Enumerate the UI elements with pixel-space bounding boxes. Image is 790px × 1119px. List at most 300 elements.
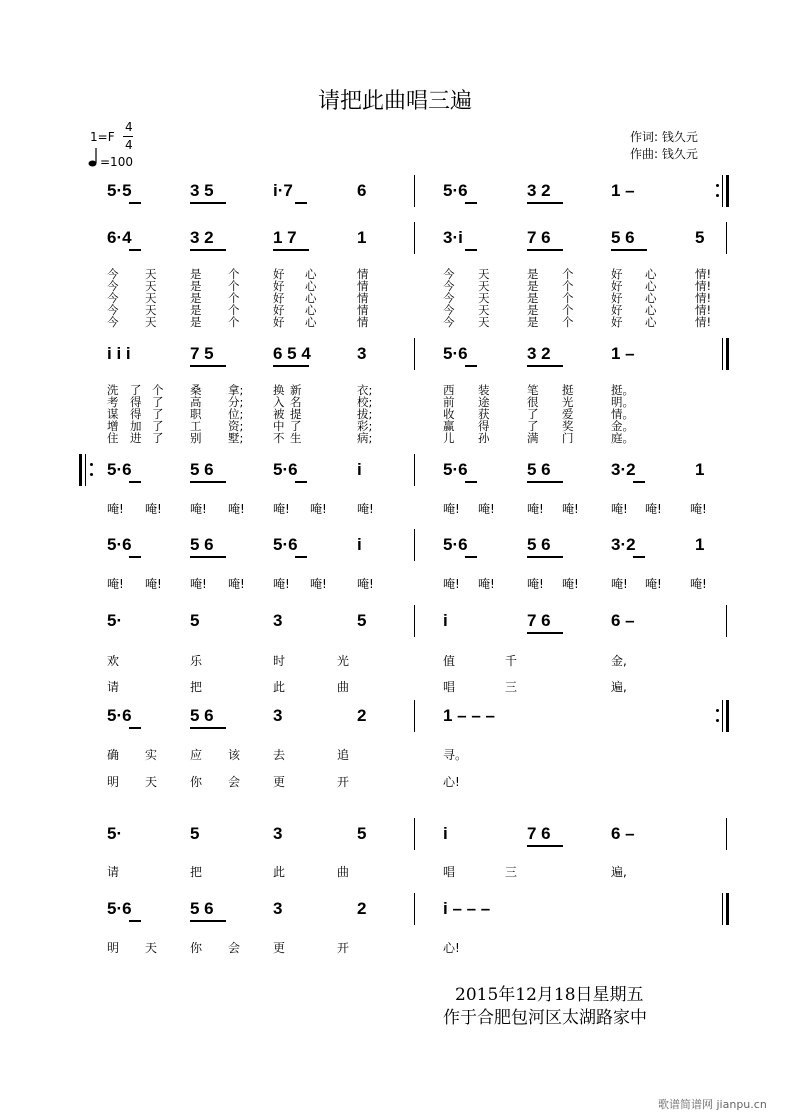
note-group: 3 2	[527, 181, 551, 200]
lyric-syllable: 明	[107, 941, 120, 955]
lyric-syllable: 桑	[190, 383, 202, 397]
lyric-syllable: 了	[130, 383, 142, 397]
note-group: 3	[273, 611, 283, 630]
lyric-syllable: 今	[107, 267, 119, 281]
barline	[414, 175, 415, 207]
note-group: 7 6	[527, 824, 551, 843]
barline	[722, 338, 723, 370]
lyric-syllable: 个	[562, 315, 574, 329]
lyric-syllable: 更	[273, 775, 286, 789]
lyric-syllable: 天	[145, 267, 157, 281]
key-signature: 1=F	[90, 130, 115, 144]
barline	[414, 338, 415, 370]
barline	[722, 175, 723, 207]
note-group: 5 6	[190, 899, 214, 918]
lyric-syllable: 奖	[562, 419, 574, 433]
barline	[414, 700, 415, 732]
beam-underline	[190, 481, 226, 483]
lyric-syllable: 寻。	[443, 748, 468, 762]
lyric-syllable: 情	[357, 267, 369, 281]
lyric-syllable: 唱	[443, 865, 456, 879]
lyric-syllable: 天	[145, 279, 157, 293]
lyric-syllable: 今	[107, 303, 119, 317]
lyric-syllable: 心	[305, 267, 317, 281]
lyric-syllable: 好	[273, 315, 285, 329]
lyric-heng: 唵!	[645, 502, 662, 516]
lyric-syllable: 实	[145, 748, 158, 762]
repeat-dot	[716, 194, 719, 197]
lyric-syllable: 情	[357, 303, 369, 317]
note-group: 6·4	[107, 228, 132, 247]
lyric-syllable: 个	[562, 303, 574, 317]
lyric-syllable: 个	[228, 303, 240, 317]
lyric-heng: 唵!	[645, 577, 662, 591]
lyric-syllable: 好	[273, 279, 285, 293]
lyric-syllable: 该	[228, 748, 241, 762]
lyric-syllable: 请	[107, 680, 120, 694]
note-group: 5·6	[107, 460, 132, 479]
lyric-syllable: 是	[190, 315, 202, 329]
lyric-heng: 唵!	[527, 502, 544, 516]
lyric-syllable: 应	[190, 748, 203, 762]
note-group: 1	[695, 460, 705, 479]
note-group: 6 –	[611, 611, 635, 630]
note-group: i – – –	[443, 899, 491, 918]
lyric-syllable: 增	[107, 419, 119, 433]
lyric-syllable: 了	[527, 419, 539, 433]
lyric-syllable: 情!	[695, 291, 712, 305]
lyric-syllable: 了	[152, 419, 164, 433]
note-group: 1 – – –	[443, 706, 495, 725]
lyric-heng: 唵!	[310, 502, 327, 516]
lyric-heng: 唵!	[562, 502, 579, 516]
lyric-syllable: 更	[273, 941, 286, 955]
lyric-syllable: 今	[443, 315, 455, 329]
lyric-syllable: 校;	[357, 395, 373, 409]
lyric-syllable: 儿	[443, 431, 455, 445]
lyric-syllable: 新	[290, 383, 302, 397]
beam-underline	[129, 920, 141, 922]
barline	[414, 893, 415, 925]
lyric-syllable: 天	[478, 291, 490, 305]
barline	[726, 605, 727, 637]
lyric-syllable: 唱	[443, 680, 456, 694]
lyric-syllable: 装	[478, 383, 490, 397]
lyric-syllable: 请	[107, 865, 120, 879]
lyric-syllable: 值	[443, 654, 456, 668]
lyric-syllable: 明。	[611, 395, 634, 409]
lyric-syllable: 是	[527, 303, 539, 317]
time-signature-top: 4	[125, 120, 133, 134]
lyric-heng: 唵!	[443, 502, 460, 516]
note-group: 5·5	[107, 181, 132, 200]
note-group: 3	[357, 344, 367, 363]
note-group: 5·6	[443, 181, 468, 200]
lyric-syllable: 情!	[695, 315, 712, 329]
composer-credit: 作曲: 钱久元	[630, 147, 698, 161]
lyric-heng: 唵!	[562, 577, 579, 591]
beam-underline	[295, 556, 307, 558]
lyric-syllable: 心	[305, 315, 317, 329]
lyric-heng: 唵!	[527, 577, 544, 591]
lyric-syllable: 个	[228, 315, 240, 329]
lyric-heng: 唵!	[478, 577, 495, 591]
thick-barline	[726, 338, 729, 370]
beam-underline	[527, 556, 563, 558]
lyric-syllable: 是	[527, 315, 539, 329]
lyric-syllable: 笔	[527, 383, 539, 397]
lyric-syllable: 彩;	[357, 419, 373, 433]
lyric-syllable: 满	[527, 431, 539, 445]
time-signature-line	[123, 136, 133, 137]
lyric-syllable: 是	[190, 279, 202, 293]
lyric-syllable: 情!	[695, 303, 712, 317]
lyric-syllable: 途	[478, 395, 490, 409]
barline	[726, 818, 727, 850]
lyric-syllable: 好	[611, 315, 623, 329]
lyric-syllable: 爱	[562, 407, 574, 421]
barline	[722, 700, 723, 732]
note-group: i·7	[273, 181, 293, 200]
lyric-syllable: 心	[305, 291, 317, 305]
lyric-syllable: 情!	[695, 267, 712, 281]
tempo-marking: =100	[100, 155, 133, 169]
beam-underline	[190, 249, 226, 251]
lyric-syllable: 了	[290, 419, 302, 433]
note-group: 1 7	[273, 228, 297, 247]
note-group: 5·6	[107, 899, 132, 918]
note-group: 1	[357, 228, 367, 247]
lyric-syllable: 今	[107, 279, 119, 293]
barline	[722, 893, 723, 925]
lyric-syllable: 庭。	[611, 431, 634, 445]
lyric-syllable: 名	[290, 395, 302, 409]
lyric-syllable: 天	[478, 267, 490, 281]
repeat-dot	[716, 709, 719, 712]
note-group: 6 5 4	[273, 344, 311, 363]
note-group: i i i	[107, 344, 131, 363]
note-group: 1	[695, 535, 705, 554]
note-group: 5 6	[190, 706, 214, 725]
lyric-syllable: 挺。	[611, 383, 634, 397]
beam-underline	[129, 556, 141, 558]
lyric-syllable: 得	[478, 419, 490, 433]
lyric-syllable: 换	[273, 383, 285, 397]
lyric-syllable: 个	[562, 279, 574, 293]
lyric-heng: 唵!	[228, 502, 245, 516]
lyric-syllable: 收	[443, 407, 455, 421]
lyric-syllable: 很	[527, 395, 539, 409]
note-group: 3 5	[190, 181, 214, 200]
lyric-syllable: 光	[562, 395, 574, 409]
note-group: 6 –	[611, 824, 635, 843]
lyric-syllable: 好	[273, 303, 285, 317]
lyric-heng: 唵!	[107, 577, 124, 591]
lyric-syllable: 乐	[190, 654, 203, 668]
note-group: 1 –	[611, 181, 635, 200]
lyric-syllable: 位;	[228, 407, 244, 421]
note-group: 7 5	[190, 344, 214, 363]
lyric-syllable: 心!	[443, 941, 460, 955]
lyric-syllable: 去	[273, 748, 286, 762]
beam-underline	[611, 249, 647, 251]
beam-underline	[527, 202, 563, 204]
lyric-syllable: 了	[152, 395, 164, 409]
lyric-syllable: 得	[130, 407, 142, 421]
lyric-syllable: 好	[273, 291, 285, 305]
repeat-dot	[716, 184, 719, 187]
lyric-syllable: 天	[478, 315, 490, 329]
lyric-syllable: 三	[505, 680, 518, 694]
lyric-syllable: 曲	[337, 865, 350, 879]
beam-underline	[465, 365, 477, 367]
lyric-heng: 唵!	[190, 502, 207, 516]
lyric-syllable: 会	[228, 775, 241, 789]
date-line: 2015年12月18日星期五	[455, 985, 644, 1005]
repeat-dot	[90, 463, 93, 466]
lyric-syllable: 高	[190, 395, 202, 409]
note-group: 3·2	[611, 535, 636, 554]
lyric-syllable: 此	[273, 680, 286, 694]
lyric-syllable: 今	[107, 291, 119, 305]
repeat-dot	[90, 473, 93, 476]
lyric-heng: 唵!	[611, 502, 628, 516]
note-group: 6	[357, 181, 367, 200]
lyric-syllable: 个	[228, 267, 240, 281]
lyric-syllable: 西	[443, 383, 455, 397]
lyric-syllable: 心!	[443, 775, 460, 789]
note-group: 5	[357, 611, 367, 630]
lyric-syllable: 加	[130, 419, 142, 433]
beam-underline	[465, 202, 477, 204]
lyric-heng: 唵!	[273, 577, 290, 591]
lyric-syllable: 欢	[107, 654, 120, 668]
lyric-syllable: 天	[478, 303, 490, 317]
lyric-syllable: 时	[273, 654, 286, 668]
note-group: 5 6	[190, 535, 214, 554]
lyric-syllable: 情	[357, 315, 369, 329]
note-group: 5·6	[107, 535, 132, 554]
lyric-syllable: 前	[443, 395, 455, 409]
lyric-syllable: 衣;	[357, 383, 373, 397]
beam-underline	[527, 632, 563, 634]
lyric-syllable: 拿;	[228, 383, 244, 397]
lyric-syllable: 是	[527, 279, 539, 293]
lyric-heng: 唵!	[478, 502, 495, 516]
lyric-syllable: 了	[527, 407, 539, 421]
note-group: 3	[273, 899, 283, 918]
lyric-syllable: 心	[645, 267, 657, 281]
lyric-syllable: 金。	[611, 419, 634, 433]
lyric-syllable: 天	[145, 941, 158, 955]
note-group: i	[443, 824, 448, 843]
lyric-syllable: 病;	[357, 431, 373, 445]
beam-underline	[129, 727, 141, 729]
lyric-syllable: 个	[228, 279, 240, 293]
note-group: 5	[695, 228, 705, 247]
lyric-syllable: 好	[611, 291, 623, 305]
note-group: i	[357, 535, 362, 554]
lyric-syllable: 曲	[337, 680, 350, 694]
beam-underline	[527, 845, 563, 847]
beam-underline	[295, 202, 307, 204]
lyric-heng: 唵!	[611, 577, 628, 591]
lyric-syllable: 分;	[228, 395, 244, 409]
lyric-syllable: 个	[228, 291, 240, 305]
lyric-syllable: 天	[145, 775, 158, 789]
lyric-heng: 唵!	[690, 577, 707, 591]
lyric-syllable: 情	[357, 279, 369, 293]
lyric-syllable: 被	[273, 407, 285, 421]
lyric-syllable: 今	[107, 315, 119, 329]
note-group: 3	[273, 824, 283, 843]
lyric-syllable: 是	[527, 267, 539, 281]
barline	[414, 454, 415, 486]
lyric-syllable: 进	[130, 431, 142, 445]
beam-underline	[465, 481, 477, 483]
lyric-heng: 唵!	[357, 577, 374, 591]
barline	[414, 605, 415, 637]
lyric-heng: 唵!	[145, 577, 162, 591]
lyric-syllable: 今	[443, 291, 455, 305]
beam-underline	[527, 249, 563, 251]
lyric-syllable: 了	[152, 431, 164, 445]
lyric-syllable: 赢	[443, 419, 455, 433]
lyric-syllable: 心	[645, 291, 657, 305]
lyric-syllable: 个	[152, 383, 164, 397]
lyric-syllable: 门	[562, 431, 574, 445]
lyric-syllable: 资;	[228, 419, 244, 433]
barline	[726, 222, 727, 254]
lyric-syllable: 了	[152, 407, 164, 421]
thick-barline	[726, 893, 729, 925]
note-group: 3 2	[527, 344, 551, 363]
lyric-heng: 唵!	[190, 577, 207, 591]
beam-underline	[273, 249, 309, 251]
lyric-syllable: 会	[228, 941, 241, 955]
lyric-syllable: 此	[273, 865, 286, 879]
lyric-syllable: 工	[190, 419, 202, 433]
lyric-syllable: 遍,	[611, 865, 627, 879]
lyric-syllable: 你	[190, 941, 203, 955]
beam-underline	[190, 365, 226, 367]
lyric-heng: 唵!	[145, 502, 162, 516]
lyric-syllable: 天	[145, 303, 157, 317]
note-group: 1 –	[611, 344, 635, 363]
note-group: 5	[190, 611, 200, 630]
lyric-syllable: 天	[145, 291, 157, 305]
lyric-syllable: 心	[305, 303, 317, 317]
note-group: 5·6	[443, 535, 468, 554]
lyric-syllable: 住	[107, 431, 119, 445]
beam-underline	[295, 481, 307, 483]
note-group: 5·6	[273, 535, 298, 554]
lyric-heng: 唵!	[443, 577, 460, 591]
note-group: 5·	[107, 824, 123, 843]
note-group: 3 2	[190, 228, 214, 247]
beam-underline	[190, 202, 226, 204]
note-group: 5 6	[190, 460, 214, 479]
lyric-syllable: 拔;	[357, 407, 373, 421]
lyric-syllable: 洗	[107, 383, 119, 397]
beam-underline	[190, 727, 226, 729]
lyric-syllable: 情	[357, 291, 369, 305]
lyric-heng: 唵!	[310, 577, 327, 591]
lyric-syllable: 是	[190, 291, 202, 305]
lyric-syllable: 考	[107, 395, 119, 409]
beam-underline	[465, 556, 477, 558]
lyric-syllable: 是	[190, 267, 202, 281]
lyric-syllable: 今	[443, 267, 455, 281]
thick-barline	[726, 175, 729, 207]
note-group: 7 6	[527, 611, 551, 630]
lyric-syllable: 千	[505, 654, 518, 668]
lyric-heng: 唵!	[690, 502, 707, 516]
lyric-syllable: 你	[190, 775, 203, 789]
lyric-syllable: 职	[190, 407, 202, 421]
lyric-syllable: 心	[305, 279, 317, 293]
time-signature-bottom: 4	[125, 138, 133, 152]
lyric-heng: 唵!	[107, 502, 124, 516]
lyric-syllable: 墅;	[228, 431, 244, 445]
lyric-syllable: 是	[190, 303, 202, 317]
note-group: 3·2	[611, 460, 636, 479]
lyric-syllable: 个	[562, 267, 574, 281]
lyric-heng: 唵!	[228, 577, 245, 591]
lyric-syllable: 确	[107, 748, 120, 762]
beam-underline	[465, 249, 477, 251]
lyric-syllable: 开	[337, 775, 350, 789]
lyric-syllable: 金,	[611, 654, 627, 668]
watermark: 歌谱简谱网 jianpu.cn	[658, 1098, 767, 1111]
note-group: 5 6	[527, 460, 551, 479]
lyric-syllable: 今	[443, 279, 455, 293]
lyric-syllable: 中	[273, 419, 285, 433]
lyric-syllable: 是	[527, 291, 539, 305]
beam-underline	[527, 481, 563, 483]
beam-underline	[190, 556, 226, 558]
lyric-syllable: 追	[337, 748, 350, 762]
lyric-syllable: 得	[130, 395, 142, 409]
beam-underline	[633, 481, 645, 483]
lyric-syllable: 光	[337, 654, 350, 668]
lyric-syllable: 把	[190, 680, 203, 694]
lyric-syllable: 心	[645, 315, 657, 329]
lyric-syllable: 情!	[695, 279, 712, 293]
note-group: 5·6	[443, 344, 468, 363]
lyric-syllable: 遍,	[611, 680, 627, 694]
note-group: 5 6	[611, 228, 635, 247]
note-group: 5 6	[527, 535, 551, 554]
beam-underline	[273, 365, 309, 367]
place-line: 作于合肥包河区太湖路家中	[443, 1008, 647, 1028]
lyric-heng: 唵!	[273, 502, 290, 516]
lyric-syllable: 谋	[107, 407, 119, 421]
quarter-note-icon	[87, 146, 99, 168]
barline	[414, 529, 415, 561]
lyric-syllable: 今	[443, 303, 455, 317]
lyric-syllable: 好	[611, 303, 623, 317]
lyric-syllable: 生	[290, 431, 302, 445]
note-group: i	[357, 460, 362, 479]
lyric-syllable: 不	[273, 431, 285, 445]
lyric-syllable: 入	[273, 395, 285, 409]
lyric-heng: 唵!	[357, 502, 374, 516]
lyricist-credit: 作词: 钱久元	[630, 130, 698, 144]
thick-barline	[726, 700, 729, 732]
beam-underline	[527, 365, 563, 367]
thick-barline	[79, 454, 82, 486]
